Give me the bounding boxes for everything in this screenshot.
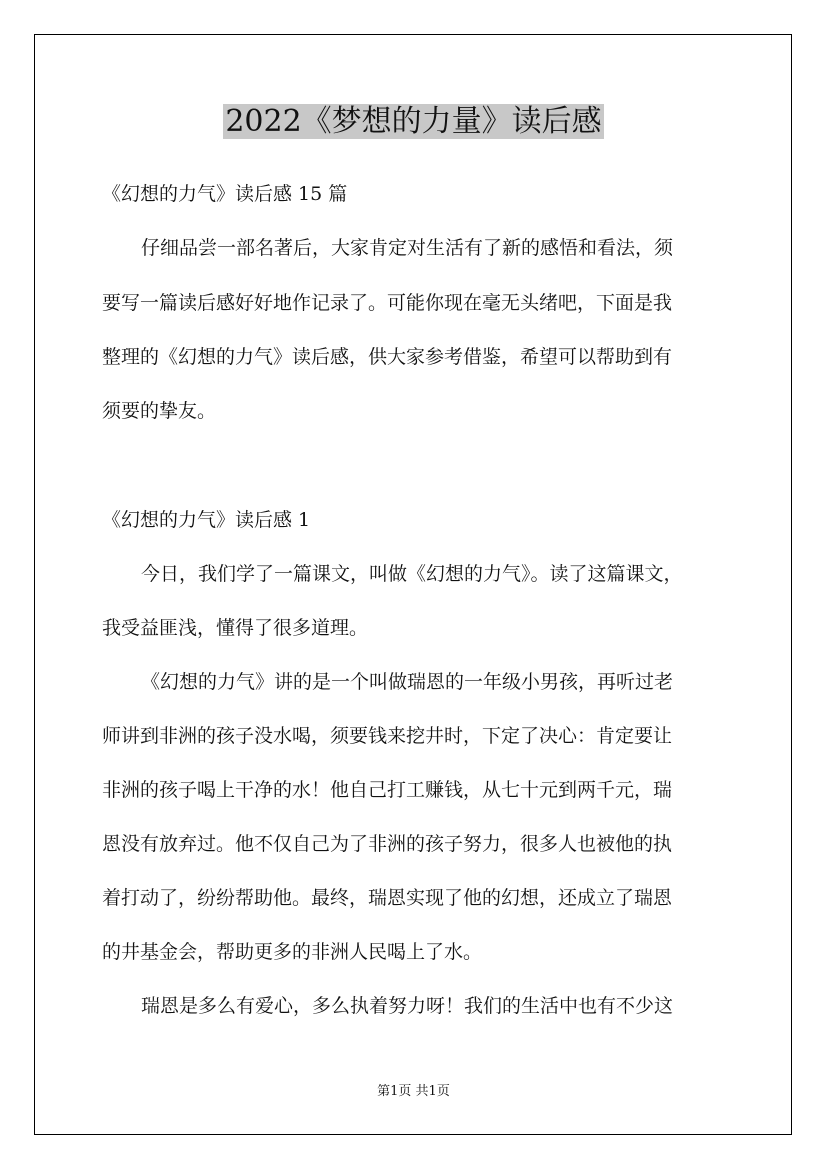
paragraph-line: 我受益匪浅，懂得了很多道理。 bbox=[102, 617, 369, 639]
section-heading: 《幻想的力气》读后感 1 bbox=[102, 509, 311, 531]
intro-line: 要写一篇读后感好好地作记录了。可能你现在毫无头绪吧，下面是我 bbox=[102, 292, 673, 314]
paragraph-line: 非洲的孩子喝上干净的水！他自己打工赚钱，从七十元到两千元，瑞 bbox=[102, 779, 673, 801]
paragraph-line: 《幻想的力气》讲的是一个叫做瑞恩的一年级小男孩，再听过老 bbox=[141, 671, 674, 693]
intro-line: 整理的《幻想的力气》读后感，供大家参考借鉴，希望可以帮助到有 bbox=[102, 346, 673, 368]
paragraph-line: 着打动了，纷纷帮助他。最终，瑞恩实现了他的幻想，还成立了瑞恩 bbox=[102, 887, 673, 909]
intro-line: 仔细品尝一部名著后，大家肯定对生活有了新的感悟和看法，须 bbox=[141, 237, 674, 259]
document-title-text: 2022《梦想的力量》读后感 bbox=[225, 104, 602, 139]
page-footer: 第1页 共1页 bbox=[377, 1084, 450, 1099]
intro-line: 须要的挚友。 bbox=[102, 400, 217, 422]
document-title bbox=[0, 100, 827, 144]
paragraph-line: 师讲到非洲的孩子没水喝，须要钱来挖井时，下定了决心：肯定要让 bbox=[102, 725, 673, 747]
paragraph-line: 今日，我们学了一篇课文，叫做《幻想的力气》。读了这篇课文， bbox=[141, 563, 683, 585]
paragraph-line: 恩没有放弃过。他不仅自己为了非洲的孩子努力，很多人也被他的执 bbox=[102, 833, 673, 855]
document-subtitle: 《幻想的力气》读后感 15 篇 bbox=[102, 183, 348, 205]
paragraph-line: 的井基金会，帮助更多的非洲人民喝上了水。 bbox=[102, 941, 483, 963]
paragraph-line: 瑞恩是多么有爱心，多么执着努力呀！我们的生活中也有不少这 bbox=[141, 995, 674, 1017]
